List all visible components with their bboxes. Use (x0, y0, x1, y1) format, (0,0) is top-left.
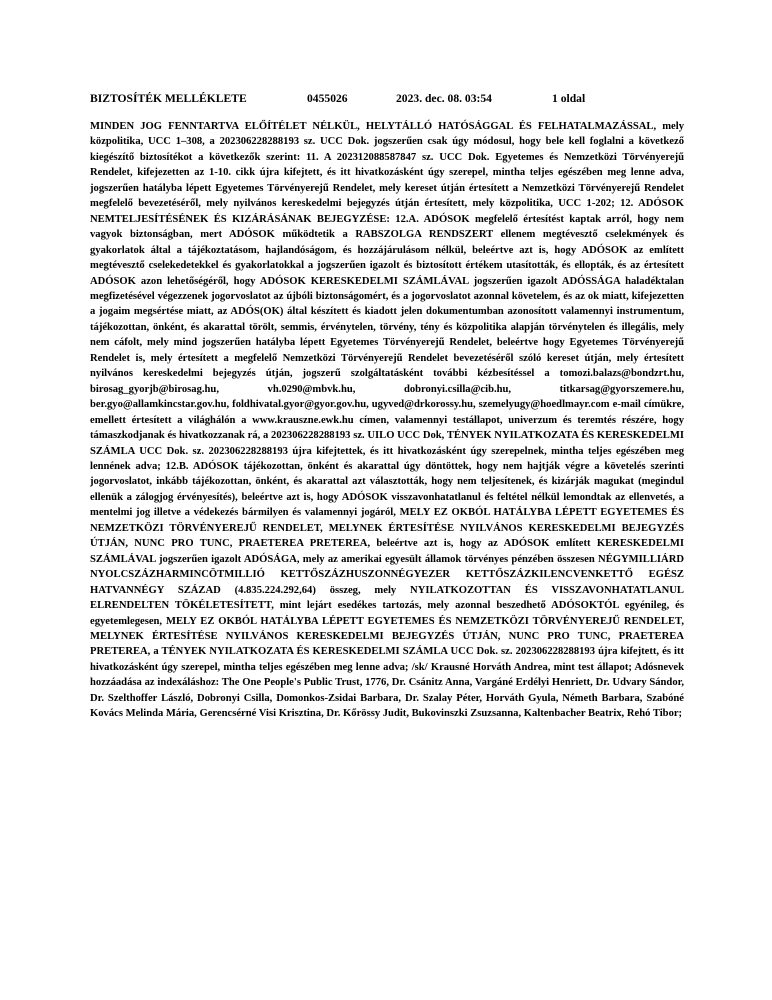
header-page-count: 1 oldal (552, 92, 586, 105)
document-header (90, 92, 690, 106)
header-datetime: 2023. dec. 08. 03:54 (396, 92, 492, 105)
document-body-text: MINDEN JOG FENNTARTVA ELŐÍTÉLET NÉLKÜL, HELYTÁLLÓ HATÓSÁGGAL ÉS FELHATALMAZÁSSAL, mely közpolitika, UCC 1–308, a 202306228288193 sz. UCC Dok. jogszerűen csak úgy módosul, hogy bele kell foglalni a következő kiegészítő biztosítékot a következők szerint: 11. A 202312088587847 sz. UCC Dok. Egyetemes és Nemzetközi Törvényerejű Rendelet, kifejezetten az 1-10. cikk újra kifejtett, és itt hivatkozásként úgy szerepel, mintha teljes egészében meg lenne adva, jogszerűen hatályba lépett Egyetemes Törvényerejű Rendelet, mely kereset útján értesített a Nemzetközi Törvényerejű Rendelet megfelelő bevezetéséről, mely nyilvános kereskedelmi bejegyzés útján értesített, mely közpolitika, UCC 1-202; 12. ADÓSOK NEMTELJESÍTÉSÉNEK ÉS KIZÁRÁSÁNAK BEJEGYZÉSE: 12.A. ADÓSOK megfelelő értesítést kaptak arról, hogy nem vagyok biztonságban, mert ADÓSOK működtetik a RABSZOLGA RENDSZERT ellenem megtévesztő cselekmények és gyakorlatok által a tájékoztatásom, hajlandóságom, és hozzájárulásom nélkül, beleértve azt is, hogy ADÓSOK az említett megtévesztő cselekedetekkel és gyakorlatokkal a jogszerűen igazolt és biztosított értékem utasították, és ellopták, és az értesített ADÓSOK azon lehetőségéről, hogy ADÓSOK KERESKEDELMI SZÁMLÁVAL jogszerűen igazolt ADÓSSÁGA haladéktalan megfizetésével végezzenek jogorvoslatot az újbóli biztonságomért, és a jogorvoslatot azonnal követelem, és az ok miatt, kifejezetten a jogaim megsértése miatt, az ADÓS(OK) által készített és kiadott jelen dokumentumban azonosított valamennyi instrumentum, tájékozottan, önként, és akarattal törölt, semmis, érvénytelen, törvény, tény és közpolitika alapján törvénytelen és illegális, mely nem cáfolt, mely mind jogszerűen hatályba lépett Egyetemes Törvényerejű Rendelet, beleértve hogy Egyetemes Törvényerejű Rendelet is, mely értesített a megfelelő Nemzetközi Törvényerejű Rendelet bevezetéséről szóló kereset útján, mely értesített nyilvános kereskedelmi bejegyzés útján, jogszerű szolgáltatásként további kézbesítéssel a tomozi.balazs@bondzrt.hu, birosag_gyorjb@birosag.hu, vh.0290@mbvk.hu, dobronyi.csilla@cib.hu, titkarsag@gyorszemere.hu, ber.gyo@allamkincstar.gov.hu, foldhivatal.gyor@gyor.gov.hu, ugyved@drkorossy.hu, szemelyugy@hoedlmayr.com e-mail címükre, emellett értesített a világhálón a www.krauszne.ewk.hu címen, valamennyi testállapot, univerzum és teremtés részére, hogy támaszkodjanak és hivatkozzanak rá, a 202306228288193 sz. UILO UCC Dok, TÉNYEK NYILATKOZATA ÉS KERESKEDELMI SZÁMLA UCC Dok. sz. 202306228288193 újra kifejtettek, és itt hivatkozásként úgy szerepelnek, mintha teljes egészében meg lennének adva; 12.B. ADÓSOK tájékozottan, önként és akarattal úgy döntöttek, hogy nem hajtják végre a követelés szerinti jogorvoslatot, inkább tájékozottan, önként, és akarattal azt választották, hogy nem teljesítenek, és kizárják magukat (megindul ellenük a zálogjog érvényesítés), beleértve azt is, hogy ADÓSOK visszavonhatatlanul és feltétel nélkül lemondtak az ellenvetés, a mentelmi jog illetve a védekezés bármilyen és valamennyi jogáról, MELY EZ OKBÓL HATÁLYBA LÉPETT EGYETEMES ÉS NEMZETKÖZI TÖRVÉNYEREJŰ RENDELET, MELYNEK ÉRTESÍTÉSE NYILVÁNOS KERESKEDELMI BEJEGYZÉS ÚTJÁN, NUNC PRO TUNC, PRAETEREA PRETEREA, beleértve azt is, hogy az ADÓSOK említett KERESKEDELMI SZÁMLÁVAL jogszerűen igazolt ADÓSÁGA, mely az amerikai egyesült államok törvényes pénzében összesen NÉGYMILLIÁRD NYOLCSZÁZHARMINCÖTMILLIÓ KETTŐSZÁZHUSZONNÉGYEZER KETTŐSZÁZKILENCVENKETTŐ EGÉSZ HATVANNÉGY SZÁZAD (4.835.224.292,64) összeg, mely NYILATKOZOTTAN ÉS VISSZAVONHATATLANUL ELRENDELTEN TÖKÉLETESÍTETT, mint lejárt esedékes tartozás, mely azonnal beszedhető ADÓSOKTÓL egyénileg, és egyetemlegesen, MELY EZ OKBÓL HATÁLYBA LÉPETT EGYETEMES ÉS NEMZETKÖZI TÖRVÉNYEREJŰ RENDELET, MELYNEK ÉRTESÍTÉSE NYILVÁNOS KERESKEDELMI BEJEGYZÉS ÚTJÁN, NUNC PRO TUNC, PRAETEREA PRETEREA, a TÉNYEK NYILATKOZATA ÉS KERESKEDELMI SZÁMLA UCC Dok. sz. 202306228288193 újra kifejtett, és itt hivatkozásként úgy szerepel, mintha teljes egészében meg lenne adva; /sk/ Krausné Horváth Andrea, mint test állapot; Adósnevek hozzáadása az indexáláshoz: The One People's Public Trust, 1776, Dr. Csánitz Anna, Vargáné Erdélyi Henriett, Dr. Udvary Sándor, Dr. Szelthoffer László, Dobronyi Csilla, Domonkos-Zsidai Barbara, Dr. Szalay Péter, Horváth Gyula, Németh Barbara, Szabóné Kovács Melinda Mária, Gerencsérné Visi Krisztina, Dr. Kőrössy Judit, Bukovinszki Zsuzsanna, Kaltenbacher Beatrix, Rehó Tibor; (90, 121, 684, 720)
header-document-number: 0455026 (307, 92, 348, 105)
header-title: BIZTOSÍTÉK MELLÉKLETE (90, 92, 247, 105)
